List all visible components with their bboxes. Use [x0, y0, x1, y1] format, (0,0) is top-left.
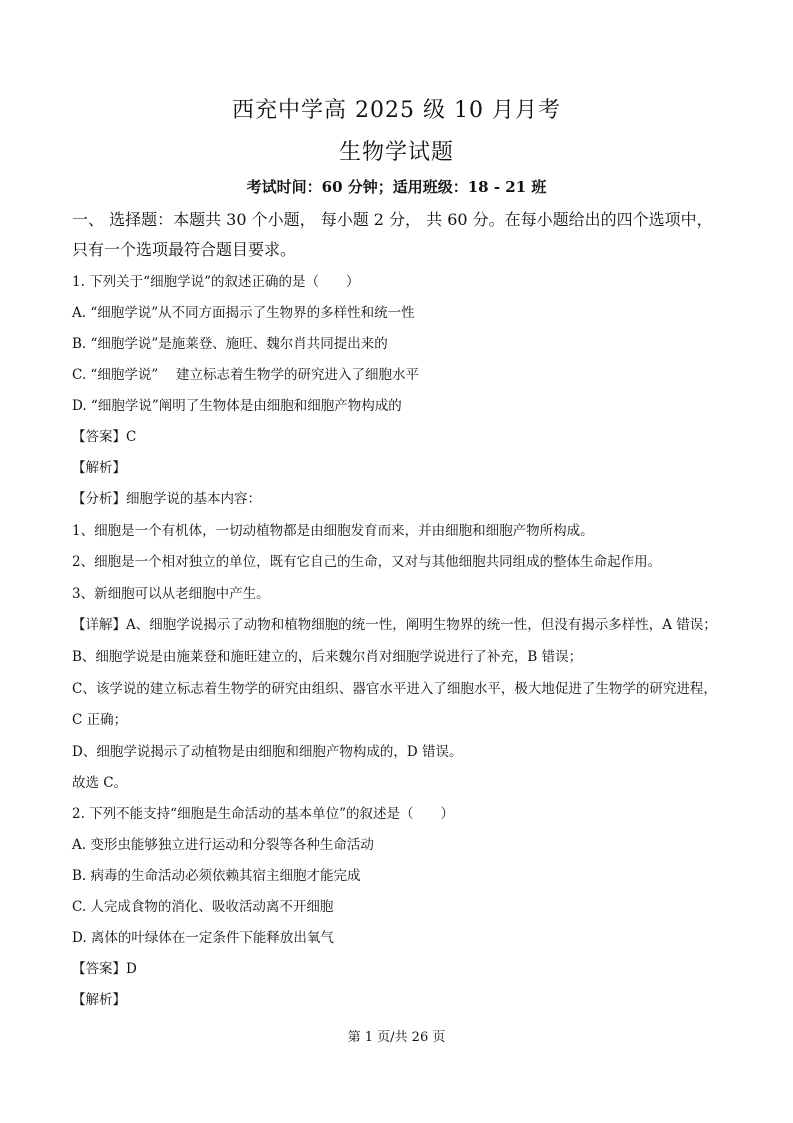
q1-stem: 1. 下列关于“细胞学说”的叙述正确的是（ ）	[72, 274, 360, 290]
q2-analysis-label: 【解析】	[72, 992, 126, 1008]
q2-option-b: B. 病毒的生命活动必须依赖其宿主细胞才能完成	[72, 868, 361, 884]
q1-option-d: D. “细胞学说”阐明了生物体是由细胞和细胞产物构成的	[72, 398, 402, 414]
q1-analysis-intro: 【分析】细胞学说的基本内容：	[72, 491, 261, 507]
q1-point-3: 3、新细胞可以从老细胞中产生。	[72, 586, 270, 602]
q1-detail-d: D、细胞学说揭示了动植物是由细胞和细胞产物构成的，D 错误。	[72, 744, 463, 760]
page-footer: 第 1 页/共 26 页	[347, 1030, 446, 1045]
q1-option-c: C. “细胞学说” 建立标志着生物学的研究进入了细胞水平	[72, 367, 420, 383]
q1-detail-b: B、细胞学说是由施莱登和施旺建立的，后来魏尔肖对细胞学说进行了补充，B 错误；	[72, 649, 583, 665]
q1-point-2: 2、细胞是一个相对独立的单位，既有它自己的生命，又对与其他细胞共同组成的整体生命起作用。	[72, 554, 662, 570]
q2-option-c: C. 人完成食物的消化、吸收活动离不开细胞	[72, 899, 334, 915]
q1-option-b: B. “细胞学说”是施莱登、施旺、魏尔肖共同提出来的	[72, 336, 388, 352]
q2-answer: 【答案】D	[72, 961, 137, 977]
q2-option-d: D. 离体的叶绿体在一定条件下能释放出氧气	[72, 930, 334, 946]
q1-point-1: 1、细胞是一个有机体，一切动植物都是由细胞发育而来，并由细胞和细胞产物所构成。	[72, 523, 594, 539]
q1-option-a: A. “细胞学说”从不同方面揭示了生物界的多样性和统一性	[72, 305, 415, 321]
q1-detail-a: 【详解】A、细胞学说揭示了动物和植物细胞的统一性，阐明生物界的统一性，但没有揭示多样性，A 错误；	[72, 617, 717, 633]
q1-answer: 【答案】C	[72, 429, 137, 445]
q1-conclusion: 故选 C。	[72, 775, 128, 791]
exam-subtitle: 生物学试题	[338, 140, 454, 165]
exam-title: 西充中学高 2025 级 10 月月考	[232, 98, 561, 123]
q2-stem: 2. 下列不能支持“细胞是生命活动的基本单位”的叙述是（ ）	[72, 806, 454, 822]
q1-detail-c2: C 正确；	[72, 712, 128, 728]
q1-analysis-label: 【解析】	[72, 460, 126, 476]
q2-option-a: A. 变形虫能够独立进行运动和分裂等各种生命活动	[72, 837, 374, 853]
section-heading: 一、 选择题：本题共 30 个小题， 每小题 2 分， 共 60 分。在每小题给出的四个选项中， 只有一个选项最符合题目要求。	[72, 210, 713, 259]
q1-detail-c: C、该学说的建立标志着生物学的研究由组织、器官水平进入了细胞水平，极大地促进了生物学的研究进程，	[72, 681, 717, 697]
exam-meta: 考试时间：60 分钟；适用班级：18 - 21 班	[246, 178, 547, 196]
